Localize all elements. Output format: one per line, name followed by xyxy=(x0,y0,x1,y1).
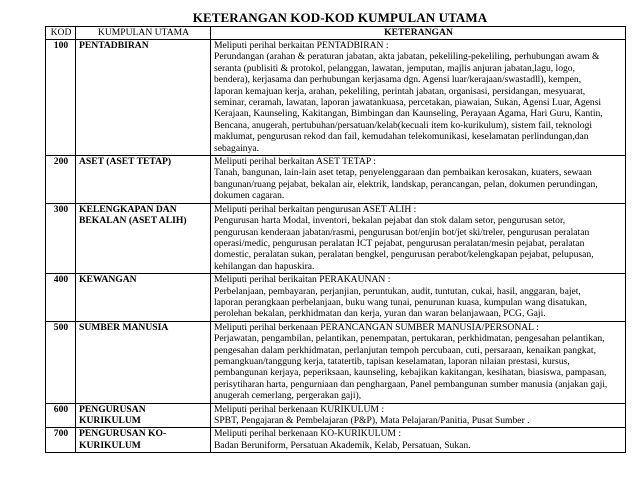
row-description xyxy=(211,428,626,453)
table-body xyxy=(46,40,626,453)
description-line: seranta (publisiti & protokol, pelanggan, lawatan, jemputan, majlis anjuran jabatan,lagu, logo, xyxy=(214,62,576,74)
table-row xyxy=(46,428,626,453)
description-line: Perbelanjaan, pembayaran, perjanjian, peruntukan, audit, tuntutan, cukai, hasil, anggaran, bajet, xyxy=(214,285,581,297)
row-code: 200 xyxy=(46,156,76,204)
description-line: anugerah cemerlang, pergerakan gaji), xyxy=(214,390,362,402)
row-group-name xyxy=(76,321,211,403)
row-description xyxy=(211,321,626,403)
description-line: operasi/medic, pengurusan peralatan ICT pejabat, pengurusan peralatan/mesin pejabat, peralatan xyxy=(214,237,585,249)
description-line: kehilangan dan hapuskira. xyxy=(214,260,315,272)
group-name-line: KURIKULUM xyxy=(79,415,141,426)
description-line: bendera), kerjasama dan perhubungan kerjasama dgn. Agensi luar/kerajaan/swastadll), kempen, xyxy=(214,74,582,86)
table-row xyxy=(46,40,626,156)
document-title: KETERANGAN KOD-KOD KUMPULAN UTAMA xyxy=(192,10,488,25)
table-row xyxy=(46,156,626,204)
group-name-line: SUMBER MANUSIA xyxy=(79,321,169,333)
header-description: KETERANGAN xyxy=(211,27,626,40)
group-name-line: PENTADBIRAN xyxy=(79,40,149,51)
row-code: 500 xyxy=(46,321,76,403)
description-line: dokumen cagaran. xyxy=(214,190,285,202)
table-row xyxy=(46,403,626,428)
table-row xyxy=(46,321,626,403)
row-description xyxy=(211,403,626,428)
description-line: Meliputi perihal berkaitan ASET TETAP : xyxy=(214,156,376,168)
table-row xyxy=(46,274,626,322)
group-name-line: PENGURUSAN KO- xyxy=(79,428,167,440)
description-line: Meliputi perihal berikaitan PERAKAUNAN : xyxy=(214,274,391,286)
row-description xyxy=(211,274,626,322)
table-row xyxy=(46,203,626,273)
row-code: 600 xyxy=(46,403,76,428)
row-description xyxy=(211,156,626,204)
description-line: Perjawatan, pengambilan, pelantikan, penempatan, pertukaran, perkhidmatan, pengesahan pelantikan, xyxy=(214,333,605,345)
group-name-line: BEKALAN (ASET ALIH) xyxy=(79,215,187,227)
description-line: pengesahan dalam perkhidmatan, perlanjutan tempoh percubaan, cuti, persaraan, kenaikan pangkat, xyxy=(214,344,596,356)
group-name-line: PENGURUSAN xyxy=(79,403,146,415)
description-line: Bencana, anugerah, pertubuhan/persatuan/kelab(kecuali item ko-kurikulum), sistem fail, teknologi xyxy=(214,119,593,131)
table-header-row xyxy=(46,27,626,40)
description-line: Tanah, bangunan, lain-lain aset tetap, penyelenggaraan dan pembaikan kerosakan, kuaters, sewaan xyxy=(214,167,592,179)
group-name-line: ASET (ASET TETAP) xyxy=(79,156,172,168)
description-line: Meliputi perihal berkaitan PENTADBIRAN : xyxy=(214,40,389,51)
row-code: 100 xyxy=(46,40,76,156)
description-line: Meliputi perihal berkenaan KO-KURIKULUM : xyxy=(214,428,402,440)
row-code: 300 xyxy=(46,203,76,273)
description-line: pembangunan kerjaya, peperiksaan, kaunseling, kebajikan kakitangan, kesihatan, biasiswa, pampasan, xyxy=(214,367,607,379)
description-line: laporan kemajuan kerja, arahan, pekeliling, perintah jabatan, organisasi, persidangan, mesyuarat, xyxy=(214,85,586,97)
description-line: domestic, peralatan sukan, peralatan bengkel, pengurusan perabot/kelengkapan pejabat, pelupusan, xyxy=(214,249,594,261)
row-group-name xyxy=(76,403,211,428)
description-line: SPBT, Pengajaran & Pembelajaran (P&P), Mata Pelajaran/Panitia, Pusat Sumber . xyxy=(214,415,530,426)
row-group-name xyxy=(76,428,211,453)
group-code-table xyxy=(45,26,626,453)
description-line: Perundangan (arahan & peraturan jabatan, akta jabatan, pekeliling-pekeliling, perhubungan awam & xyxy=(214,51,600,63)
description-line: Kerajaan, Kaunseling, Kakitangan, Bimbingan dan Kaunseling, Perayaan Agama, Hari Guru, Kantin, xyxy=(214,108,603,120)
description-line: perolehan bekalan, perkhidmatan dan kerja, yuran dan waran belanjawaan, PCG, Gaji. xyxy=(214,308,546,320)
description-line: laporan perangkaan perbelanjaan, buku wang tunai, penurunan kuasa, kumpulan wang disatukan, xyxy=(214,296,587,308)
description-line: pengurusan kenderaan jabatan/rasmi, pengurusan bot/enjin bot/jet ski/treler, pengurusan peralatan xyxy=(214,226,590,238)
description-line: Badan Beruniform, Persatuan Akademik, Kelab, Persatuan, Sukan. xyxy=(214,439,471,451)
description-line: seminar, ceramah, lawatan, laporan jawatankuasa, percetakan, piawaian, Sukan, Agensi Luar, Agensi xyxy=(214,97,602,109)
header-group-name: KUMPULAN UTAMA xyxy=(76,27,211,40)
description-line: perisytiharan harta, pengurniaan dan penghargaan, Panel pembangunan sumber manusia (anjakan gaji, xyxy=(214,378,608,390)
description-line: Meliputi perihal berkenaan PERANCANGAN SUMBER MANUSIA/PERSONAL : xyxy=(214,321,539,333)
description-line: maklumat, pengurusan rekod dan fail, kemudahan telekomunikasi, keselamatan perlindungan,dan xyxy=(214,131,589,143)
description-line: Pengurusan harta Modal, inventori, bekalan pejabat dan stok dalam setor, pengurusan setor, xyxy=(214,215,566,227)
header-code: KOD xyxy=(46,27,76,40)
description-line: pemangkuan/tanggung kerja, tatatertib, tapisan keselamatan, laporan nilaian prestasi, kursus, xyxy=(214,355,570,367)
row-group-name xyxy=(76,274,211,322)
group-name-line: KELENGKAPAN DAN xyxy=(79,203,177,215)
row-code: 400 xyxy=(46,274,76,322)
group-name-line: KURIKULUM xyxy=(79,439,141,451)
description-line: bangunan/ruang pejabat, bekalan air, elektrik, landskap, perancangan, pelan, dokumen perundingan, xyxy=(214,178,598,190)
description-line: Meliputi perihal berkaitan pengurusan ASET ALIH : xyxy=(214,203,417,215)
row-group-name xyxy=(76,156,211,204)
description-line: Meliputi perihal berkenaan KURIKULUM : xyxy=(214,403,384,415)
document-page xyxy=(45,10,625,453)
row-description xyxy=(211,40,626,156)
row-group-name xyxy=(76,203,211,273)
row-description xyxy=(211,203,626,273)
description-line: sebagainya. xyxy=(214,142,260,154)
group-name-line: KEWANGAN xyxy=(79,274,137,286)
row-group-name xyxy=(76,40,211,156)
row-code: 700 xyxy=(46,428,76,453)
